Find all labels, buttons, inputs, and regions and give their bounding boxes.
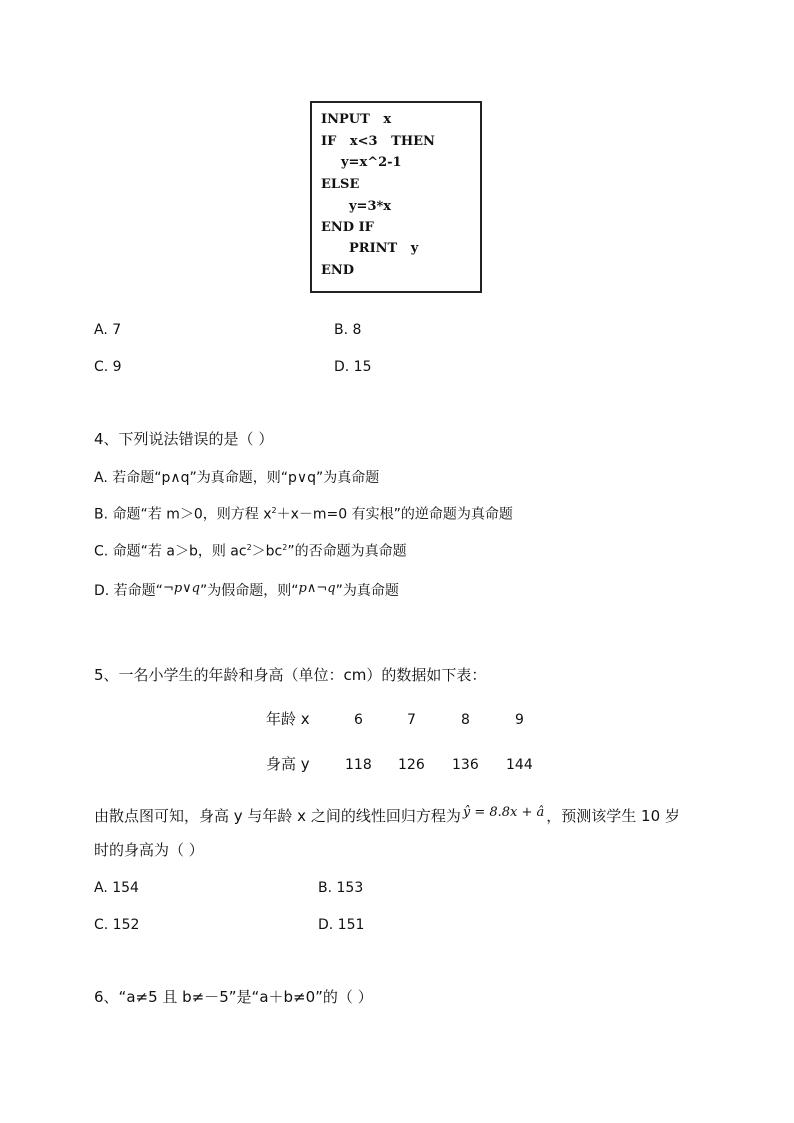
regression-equation: ŷ = 8.8x + â [462,805,545,820]
table-cell: 7 [407,712,416,728]
q4-option-d-pre: D. 若命题“ [94,583,163,599]
code-line: PRINT y [349,241,419,256]
q5-option-a: A. 154 [94,880,139,896]
q4-option-a: A. 若命题“p∧q”为真命题，则“p∨q”为真命题 [94,470,380,486]
code-line: y=3*x [349,199,392,214]
q4-option-b [94,507,513,522]
q6-stem: 6、“a≠5 且 b≠－5”是“a＋b≠0”的（ ） [94,988,373,1006]
q4-option-b-post: ＋x－m=0 有实根”的逆命题为真命题 [276,506,513,523]
table-row-label: 身高 y [266,755,310,773]
q5-line1-post: ，预测该学生 10 岁 [546,807,680,825]
q3-option-a: A. 7 [94,322,122,338]
q4-option-d-post: ”为真命题 [335,583,399,599]
q3-option-d: D. 15 [334,359,372,375]
q4-stem: 4、下列说法错误的是（ ） [94,430,274,448]
q5-line1 [94,805,680,825]
code-line: END [321,263,355,278]
code-line: IF x<3 THEN [321,134,435,149]
code-line: END IF [321,220,374,235]
q3-option-b: B. 8 [334,322,362,338]
q4-option-c-post: ”的否命题为真命题 [287,543,407,560]
q4-option-d [94,581,399,599]
q5-option-d: D. 151 [318,917,365,933]
math-expression: p∧¬q [298,581,336,596]
q5-option-b: B. 153 [318,880,364,896]
table-row-label: 年龄 x [266,710,310,728]
superscript: 2 [271,506,277,515]
q4-option-c-pre: C. 命题“若 a＞b，则 ac [94,543,247,560]
superscript: 2 [246,543,252,552]
table-cell: 9 [515,712,524,728]
q5-line1-pre: 由散点图可知，身高 y 与年龄 x 之间的线性回归方程为 [94,807,461,825]
table-cell: 136 [452,757,479,773]
table-cell: 126 [398,757,425,773]
code-line: y=x^2-1 [341,155,402,170]
table-cell: 6 [354,712,363,728]
q3-option-c: C. 9 [94,359,122,375]
q4-option-b-pre: B. 命题“若 m＞0，则方程 x [94,506,272,523]
q4-option-c [94,544,407,559]
table-cell: 144 [506,757,533,773]
code-line: ELSE [321,177,360,192]
q4-option-c-mid: ＞bc [251,543,283,560]
table-cell: 8 [461,712,470,728]
q5-option-c: C. 152 [94,917,140,933]
code-line: INPUT x [321,112,392,127]
math-expression: ¬p∨q [162,581,200,596]
table-cell: 118 [345,757,372,773]
q5-line2: 时的身高为（ ） [94,841,204,859]
q5-stem: 5、一名小学生的年龄和身高（单位：cm）的数据如下表： [94,666,487,684]
superscript: 2 [282,543,288,552]
program-code-box [310,101,482,293]
q4-option-d-mid: ”为假命题，则“ [200,583,299,599]
